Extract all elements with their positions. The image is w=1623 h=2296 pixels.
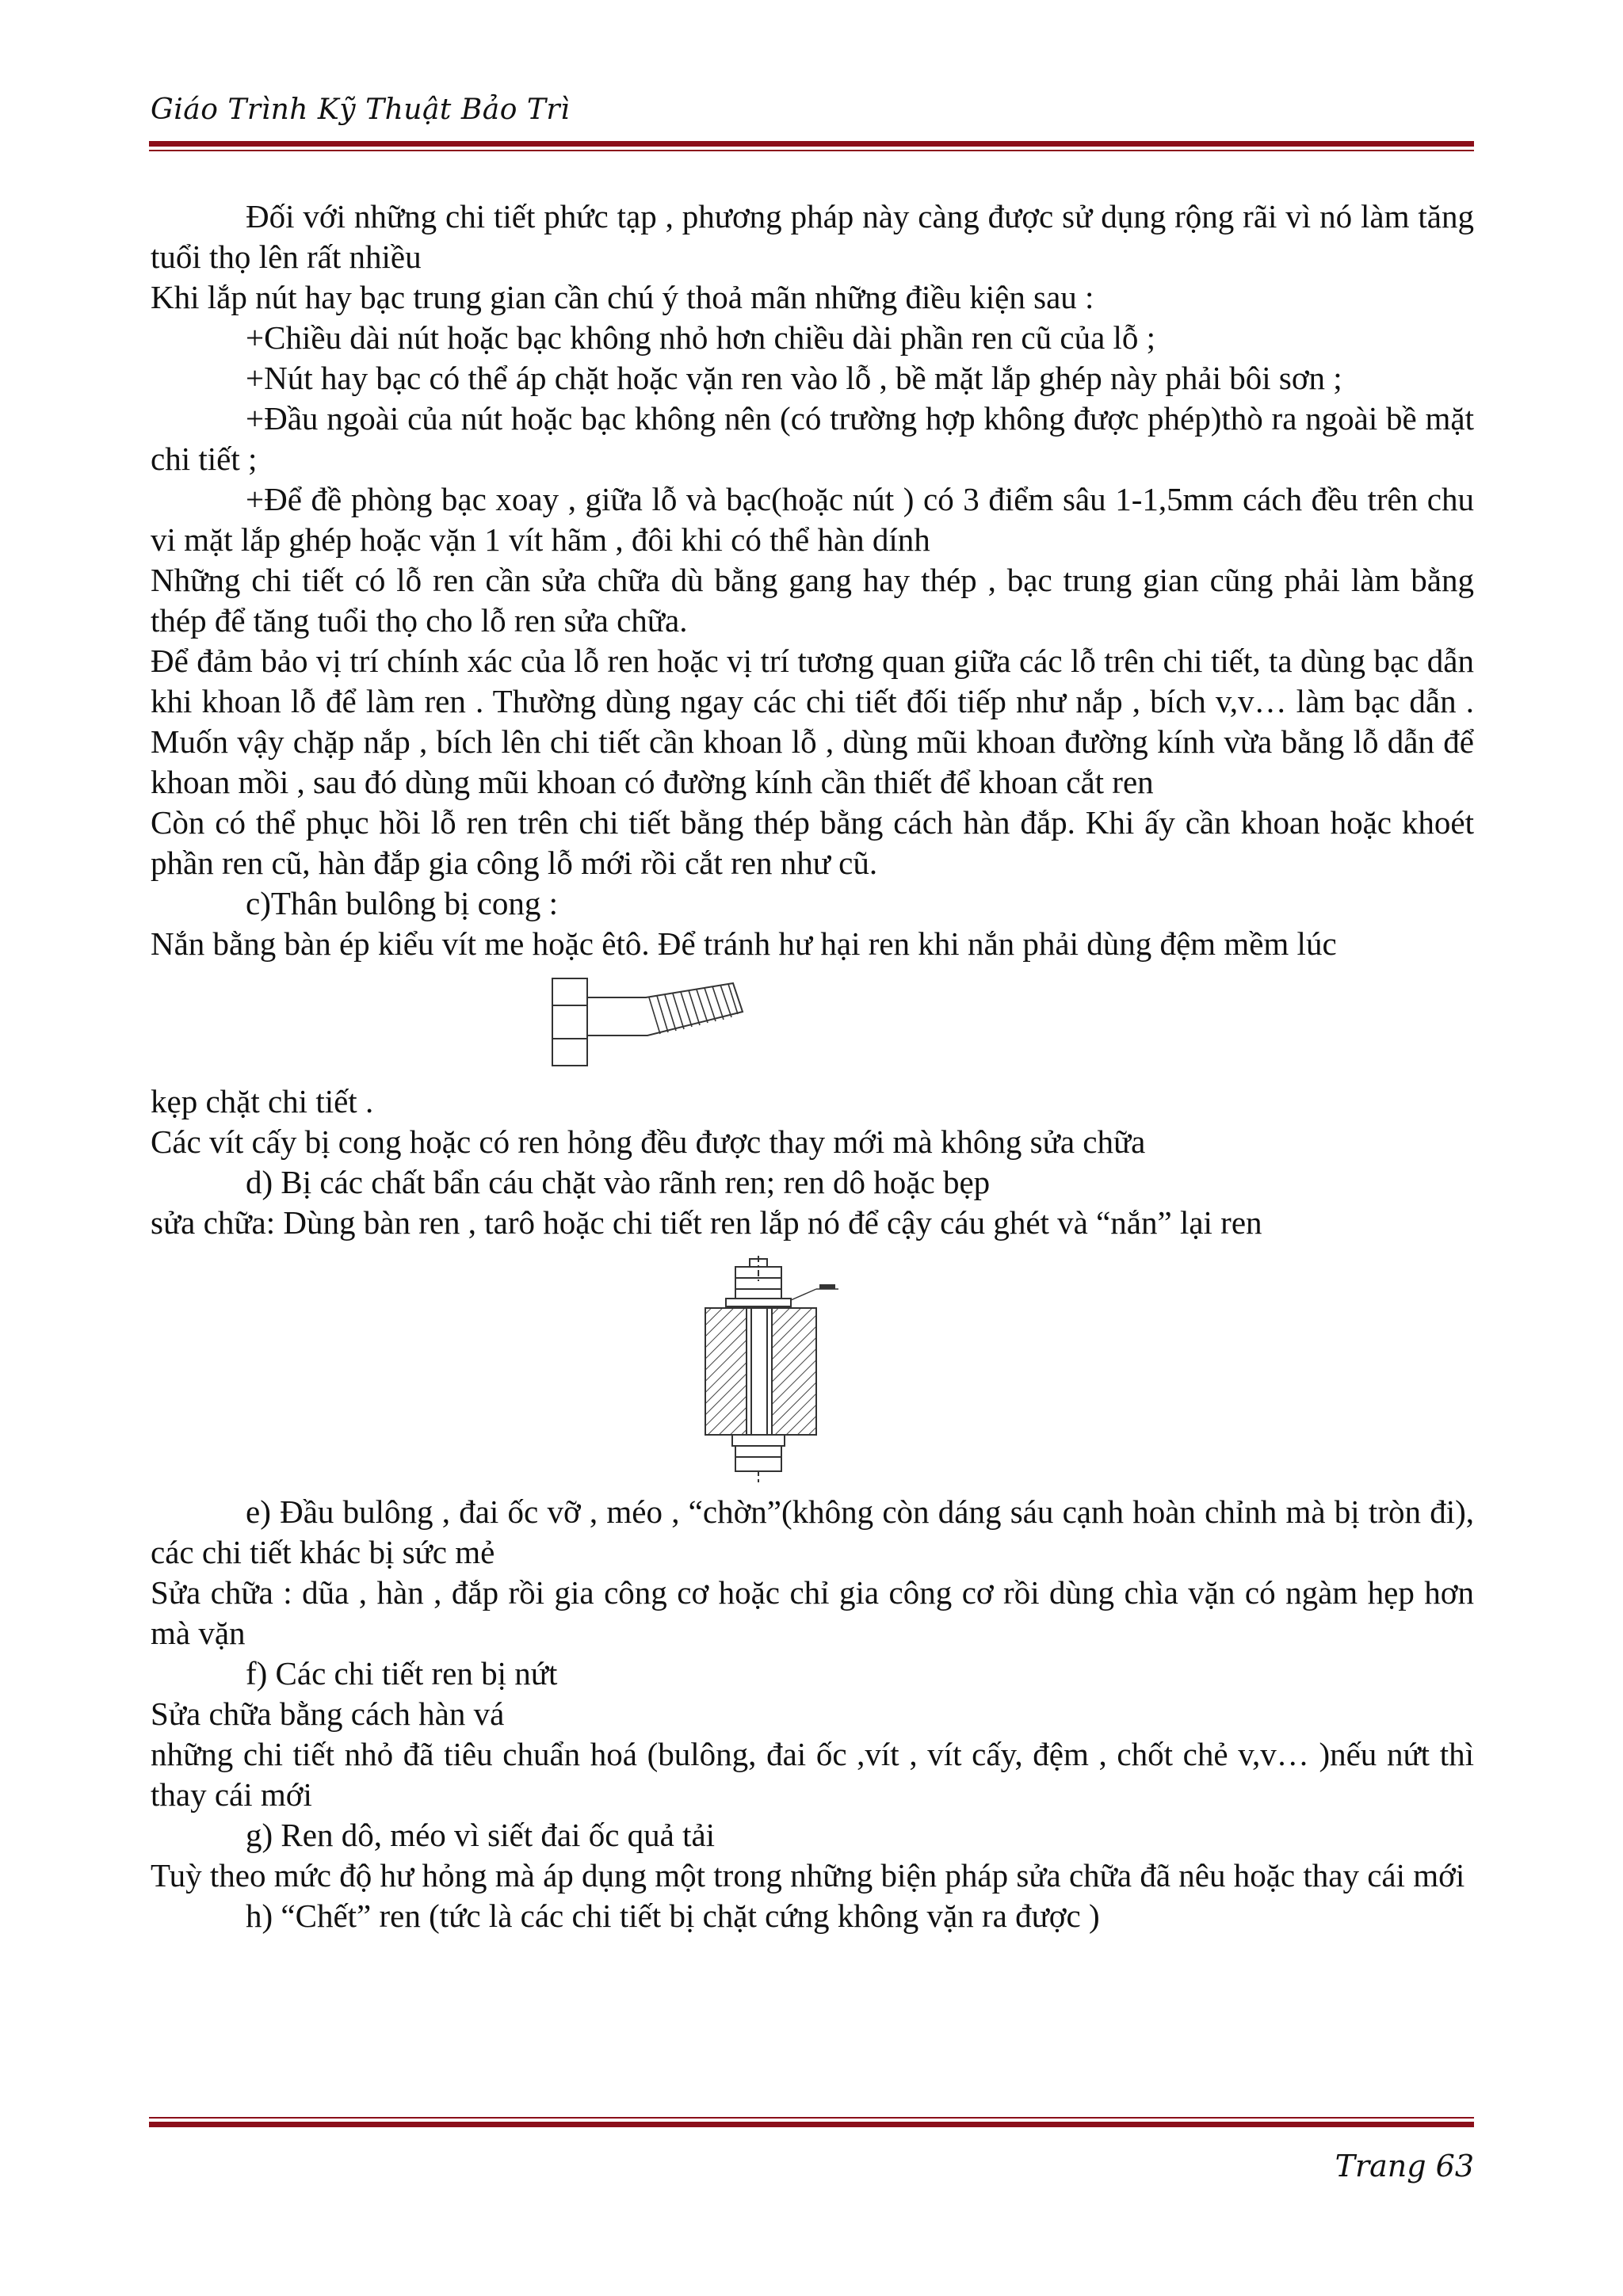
bolt-nut-section-figure	[697, 1254, 856, 1484]
paragraph: Đối với những chi tiết phức tạp , phương pháp này càng được sử dụng rộng rãi vì nó làm tăng tuổi thọ lên rất nhiều	[151, 198, 1474, 275]
paragraph: kẹp chặt chi tiết .	[151, 1083, 374, 1119]
section-heading: f) Các chi tiết ren bị nứt	[246, 1655, 558, 1691]
list-item: +Nút hay bạc có thể áp chặt hoặc vặn ren vào lỗ , bề mặt lắp ghép này phải bôi sơn ;	[246, 360, 1342, 396]
paragraph: Những chi tiết có lỗ ren cần sửa chữa dù bằng gang hay thép , bạc trung gian cũng phải làm bằng thép để tăng tuổi thọ cho lỗ ren sửa chữa.	[151, 562, 1474, 639]
paragraph: Còn có thể phục hồi lỗ ren trên chi tiết bằng thép bằng cách hàn đắp. Khi ấy cần khoan hoặc khoét phần ren cũ, hàn đắp gia công lỗ mới rồi cắt ren như cũ.	[151, 804, 1474, 881]
page-body	[151, 196, 1474, 1936]
paragraph: Tuỳ theo mức độ hư hỏng mà áp dụng một trong những biện pháp sửa chữa đã nêu hoặc thay cái mới	[151, 1857, 1465, 1894]
section-heading: e) Đầu bulông , đai ốc vỡ , méo , “chờn”(không còn dáng sáu cạnh hoàn chỉnh mà bị tròn đi), các chi tiết khác bị sức mẻ	[151, 1493, 1474, 1570]
paragraph: Các vít cấy bị cong hoặc có ren hỏng đều được thay mới mà không sửa chữa	[151, 1123, 1146, 1160]
bent-bolt-figure	[551, 974, 749, 1077]
header-title: Giáo Trình Kỹ Thuật Bảo Trì	[151, 93, 571, 126]
list-item: +Để đề phòng bạc xoay , giữa lỗ và bạc(hoặc nút ) có 3 điểm sâu 1-1,5mm cách đều trên chu vi mặt lắp ghép hoặc vặn 1 vít hãm , đôi khi có thể hàn dính	[151, 481, 1474, 558]
paragraph: Nắn bằng bàn ép kiểu vít me hoặc êtô. Để tránh hư hại ren khi nắn phải dùng đệm mềm lúc	[151, 925, 1337, 962]
paragraph: sửa chữa: Dùng bàn ren , tarô hoặc chi tiết ren lắp nó để cậy cáu ghét và “nắn” lại ren	[151, 1204, 1262, 1241]
paragraph: Khi lắp nút hay bạc trung gian cần chú ý thoả mãn những điều kiện sau :	[151, 279, 1094, 315]
paragraph: Để đảm bảo vị trí chính xác của lỗ ren hoặc vị trí tương quan giữa các lỗ trên chi tiết, ta dùng bạc dẫn khi khoan lỗ để làm ren . Thường dùng ngay các chi tiết đối tiếp như nắp , bích v,v… làm bạc dẫn . Muốn vậy chặp nắp , bích lên chi tiết cần khoan lỗ , dùng mũi khoan đường kính vừa bằng lỗ dẫn để khoan mồi , sau đó dùng mũi khoan có đường kính cần thiết để khoan cắt ren	[151, 643, 1474, 800]
footer-rule	[149, 2122, 1474, 2127]
section-heading: h) “Chết” ren (tức là các chi tiết bị chặt cứng không vặn ra được )	[246, 1897, 1100, 1934]
paragraph: những chi tiết nhỏ đã tiêu chuẩn hoá (bulông, đai ốc ,vít , vít cấy, đệm , chốt chẻ v,v… )nếu nứt thì thay cái mới	[151, 1736, 1474, 1813]
section-heading: g) Ren dô, méo vì siết đai ốc quả tải	[246, 1817, 716, 1853]
section-heading: d) Bị các chất bẩn cáu chặt vào rãnh ren; ren dô hoặc bẹp	[246, 1164, 991, 1200]
list-item: +Chiều dài nút hoặc bạc không nhỏ hơn chiều dài phần ren cũ của lỗ ;	[246, 319, 1156, 356]
page-number: Trang 63	[1335, 2149, 1474, 2183]
paragraph: Sửa chữa : dũa , hàn , đắp rồi gia công cơ hoặc chỉ gia công cơ rồi dùng chìa vặn có ngàm hẹp hơn mà vặn	[151, 1574, 1474, 1651]
paragraph: Sửa chữa bằng cách hàn vá	[151, 1695, 505, 1732]
footer-rule-thin	[149, 2117, 1474, 2119]
header-rule-thin	[149, 150, 1474, 151]
header-rule	[149, 141, 1474, 147]
section-heading: c)Thân bulông bị cong :	[246, 885, 558, 921]
list-item: +Đầu ngoài của nút hoặc bạc không nên (có trường hợp không được phép)thò ra ngoài bề mặt chi tiết ;	[151, 400, 1474, 477]
